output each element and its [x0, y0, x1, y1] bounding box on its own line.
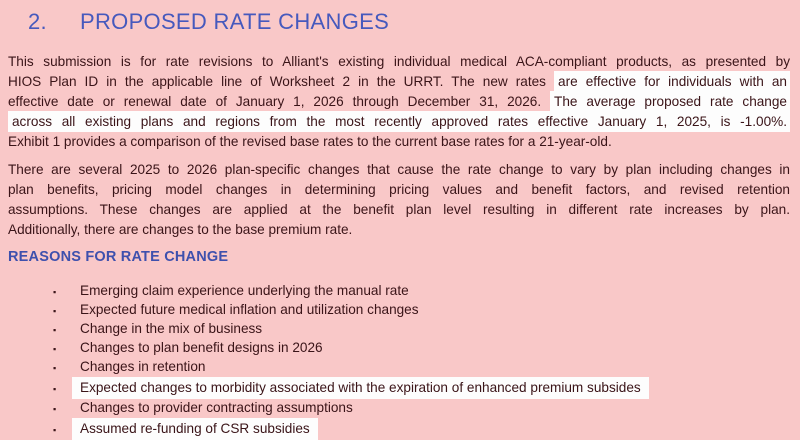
text-line	[8, 180, 790, 200]
bullet-text: Change in the mix of business	[80, 321, 263, 336]
text-run: effective date or renewal date of January 1, 2026 through December 31, 2026.	[8, 94, 551, 109]
text-run: assumptions. These changes are applied at the benefit plan level resulting in different rate increases by plan.	[8, 202, 790, 217]
square-bullet-icon: ▪	[53, 363, 57, 373]
bullet-text: Changes in retention	[80, 359, 206, 374]
square-bullet-icon: ▪	[53, 287, 57, 297]
paragraph	[8, 160, 790, 240]
text-run: Exhibit 1 provides a comparison of the revised base rates to the current base rates for a 21-year-old.	[8, 134, 612, 149]
body-paragraphs	[8, 52, 790, 240]
text-line	[8, 72, 790, 92]
text-line	[8, 132, 790, 152]
square-bullet-icon: ▪	[53, 404, 57, 414]
text-run: plan benefits, pricing model changes in determining pricing values and benefit factors, and revised retention	[8, 182, 790, 197]
bullet-item	[53, 301, 790, 320]
bullet-item	[53, 282, 790, 301]
section-heading	[28, 10, 790, 34]
section-number: 2.	[28, 9, 47, 34]
text-run: There are several 2025 to 2026 plan-specific changes that cause the rate change to vary by plan including changes in	[8, 162, 790, 177]
text-line	[8, 92, 790, 112]
bullet-item	[53, 418, 790, 440]
square-bullet-icon: ▪	[53, 325, 57, 335]
text-run: HIOS Plan ID in the applicable line of Worksheet 2 in the URRT. The new rates	[8, 74, 555, 89]
text-line	[8, 112, 790, 132]
square-bullet-icon: ▪	[53, 344, 57, 354]
section-title: PROPOSED RATE CHANGES	[80, 9, 390, 34]
highlighted-text-run: across all existing plans and regions from the most recently approved rates effective January 1, 2025, is -1.00%.	[8, 111, 790, 132]
paragraph	[8, 52, 790, 152]
text-run: This submission is for rate revisions to Alliant's existing individual medical ACA-compliant products, as presented by	[8, 54, 790, 69]
bullet-item	[53, 377, 790, 399]
bullet-item	[53, 358, 790, 377]
text-line	[8, 160, 790, 180]
bullet-item	[53, 320, 790, 339]
bullet-text: Changes to provider contracting assumptions	[80, 400, 353, 415]
bullet-text: Emerging claim experience underlying the manual rate	[80, 283, 409, 298]
reasons-subheading: REASONS FOR RATE CHANGE	[8, 249, 229, 265]
text-line	[8, 200, 790, 220]
bullet-item	[53, 339, 790, 358]
text-line	[8, 220, 790, 240]
square-bullet-icon: ▪	[53, 384, 57, 394]
bullet-text: Expected future medical inflation and utilization changes	[80, 302, 419, 317]
bullet-item	[53, 399, 790, 418]
bullet-text: Changes to plan benefit designs in 2026	[80, 340, 323, 355]
bullet-text-highlighted: Expected changes to morbidity associated with the expiration of enhanced premium subsides	[72, 377, 649, 399]
text-run: Additionally, there are changes to the base premium rate.	[8, 222, 353, 237]
text-line	[8, 52, 790, 72]
highlighted-text-run: are effective for individuals with an	[554, 71, 790, 92]
highlighted-text-run: The average proposed rate change	[550, 91, 790, 112]
square-bullet-icon: ▪	[53, 425, 57, 435]
bullet-text-highlighted: Assumed re-funding of CSR subsidies	[72, 418, 318, 440]
reasons-bullet-list	[8, 282, 790, 440]
square-bullet-icon: ▪	[53, 306, 57, 316]
